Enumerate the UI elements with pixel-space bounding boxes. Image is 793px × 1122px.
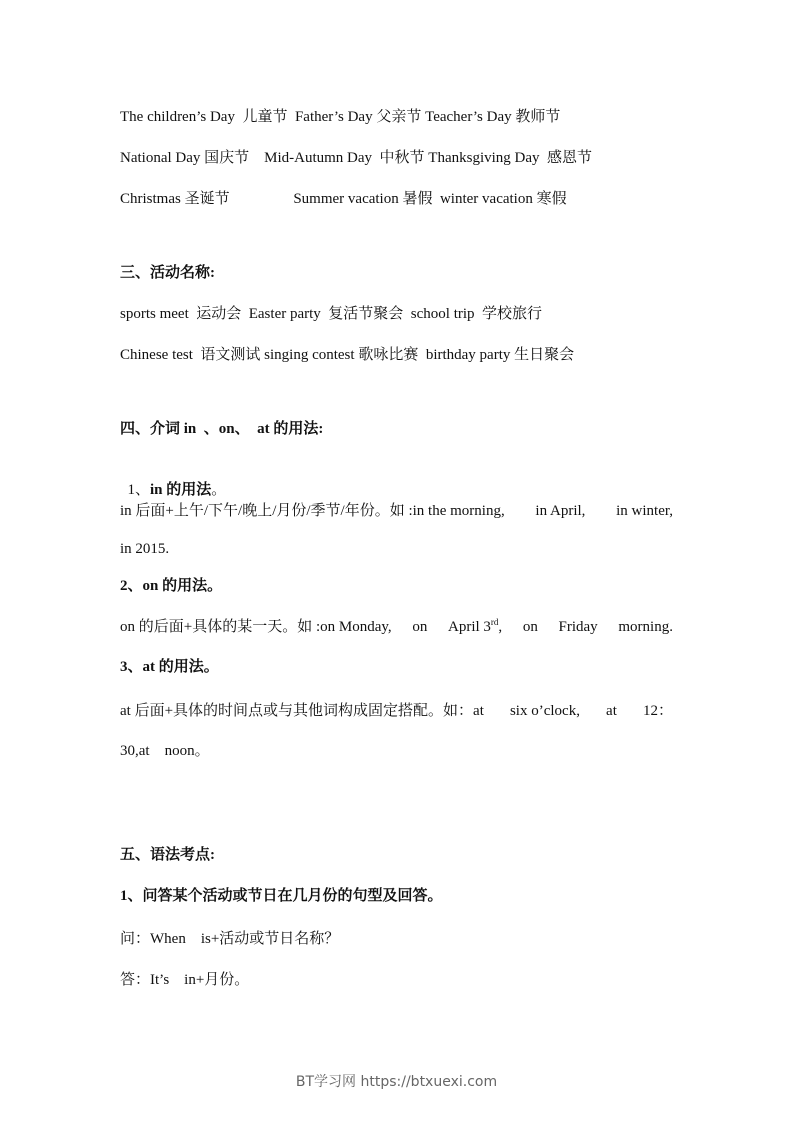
at-usage-title: 3、at 的用法。: [120, 659, 219, 675]
section-5-heading: 五、语法考点:: [120, 847, 215, 863]
april-3: April 3: [448, 619, 491, 635]
festival-line-2: National Day 国庆节 Mid-Autumn Day 中秋节 Thanksgiving Day 感恩节: [120, 150, 593, 166]
on-usage-title: 2、on 的用法。: [120, 578, 223, 594]
activity-line-2: Chinese test 语文测试 singing contest 歌咏比赛 birthday party 生日聚会: [120, 347, 575, 363]
on-usage-text: on 的后面+具体的某一天。如 :on Monday,: [120, 619, 392, 635]
in-usage-number: 1、: [127, 482, 151, 498]
ordinal-suffix: rd: [490, 617, 499, 627]
section-5-subheading: 1、问答某个活动或节日在几月份的句型及回答。: [120, 888, 443, 904]
festival-line-1: The children’s Day 儿童节 Father’s Day 父亲节 Teacher’s Day 教师节: [120, 109, 561, 125]
on-word: on: [522, 619, 538, 635]
in-usage-line-1: [120, 501, 673, 521]
section-4-heading: 四、介词 in 、on、 at 的用法:: [120, 421, 324, 437]
friday-word: Friday: [558, 619, 598, 635]
activity-line-1: sports meet 运动会 Easter party 复活节聚会 school trip 学校旅行: [120, 306, 543, 322]
in-usage-text: in 后面+上午/下午/晚上/月份/季节/年份。如 :in the morning,: [120, 503, 505, 519]
at-example-time: 12：: [642, 703, 673, 719]
on-usage-line: [120, 617, 673, 637]
in-usage-line-2: in 2015.: [120, 541, 170, 557]
at-usage-line-2: 30,at noon。: [120, 743, 210, 759]
in-example-winter: in winter,: [616, 503, 673, 519]
on-example-april: [448, 617, 502, 637]
at-usage-line-1: [120, 701, 673, 721]
footer-watermark: BT学习网 https://btxuexi.com: [295, 1074, 498, 1090]
in-example-april: in April,: [535, 503, 586, 519]
answer-pattern: 答：It’s in+月份。: [120, 972, 250, 988]
comma: ,: [498, 619, 503, 635]
morning-word: morning.: [618, 619, 673, 635]
at-usage-text: at 后面+具体的时间点或与其他词构成固定搭配。如：at: [120, 703, 484, 719]
at-word: at: [606, 703, 617, 719]
at-example-clock: six o’clock,: [509, 703, 580, 719]
in-usage-title-end: 。: [211, 482, 227, 498]
festival-line-3: Christmas 圣诞节 Summer vacation 暑假 winter vacation 寒假: [120, 191, 567, 207]
in-usage-title-text: in 的用法: [150, 482, 212, 498]
section-3-heading: 三、活动名称:: [120, 265, 215, 281]
in-usage-title: [120, 460, 226, 500]
question-pattern: 问：When is+活动或节日名称？: [120, 931, 340, 947]
on-word: on: [412, 619, 428, 635]
